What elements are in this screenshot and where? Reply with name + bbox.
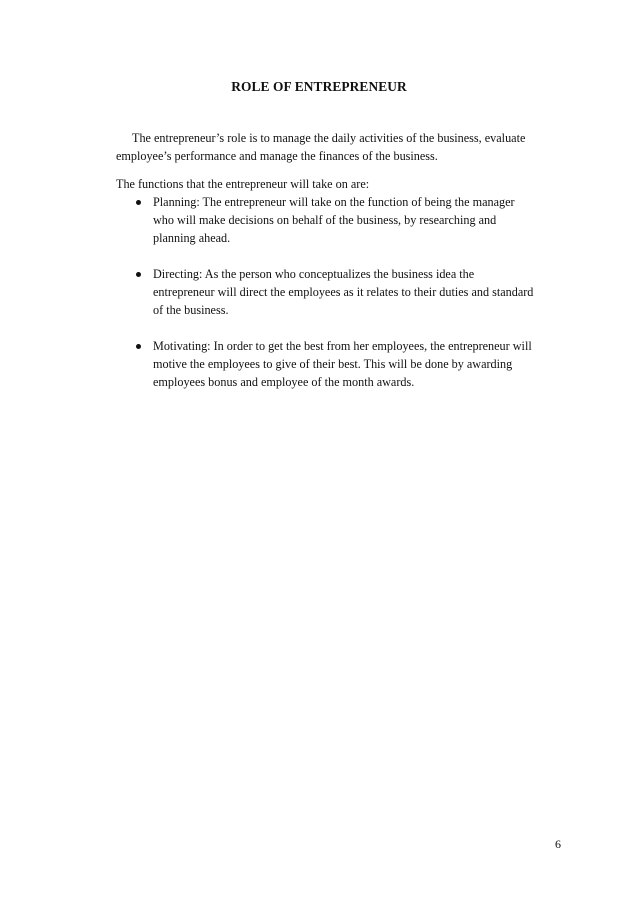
list-item-line: Planning: The entrepreneur will take on the function of being the manager — [153, 195, 515, 209]
list-item-directing — [116, 265, 576, 319]
page-number: 6 — [555, 837, 561, 851]
list-item-line: motive the employees to give of their best. This will be done by awarding — [153, 357, 513, 371]
page-title: ROLE OF ENTREPRENEUR — [231, 79, 407, 94]
intro-line: The entrepreneur’s role is to manage the daily activities of the business, evaluate — [132, 131, 526, 145]
list-item-line: employees bonus and employee of the month awards. — [153, 375, 415, 389]
functions-list — [116, 193, 576, 409]
list-item-line: who will make decisions on behalf of the business, by researching and — [153, 213, 497, 227]
intro-paragraph — [116, 129, 566, 165]
list-item-line: Directing: As the person who conceptualizes the business idea the — [153, 267, 475, 281]
bullet-icon — [136, 344, 141, 349]
list-item-motivating — [116, 337, 576, 391]
list-item-line: planning ahead. — [153, 231, 231, 245]
list-item-line: entrepreneur will direct the employees as it relates to their duties and standard — [153, 285, 534, 299]
functions-lead-text: The functions that the entrepreneur will take on are: — [116, 177, 370, 191]
list-item-planning — [116, 193, 576, 247]
list-item-line: Motivating: In order to get the best from her employees, the entrepreneur will — [153, 339, 532, 353]
bullet-icon — [136, 200, 141, 205]
list-item-line: of the business. — [153, 303, 229, 317]
bullet-icon — [136, 272, 141, 277]
intro-line: employee’s performance and manage the finances of the business. — [116, 149, 438, 163]
